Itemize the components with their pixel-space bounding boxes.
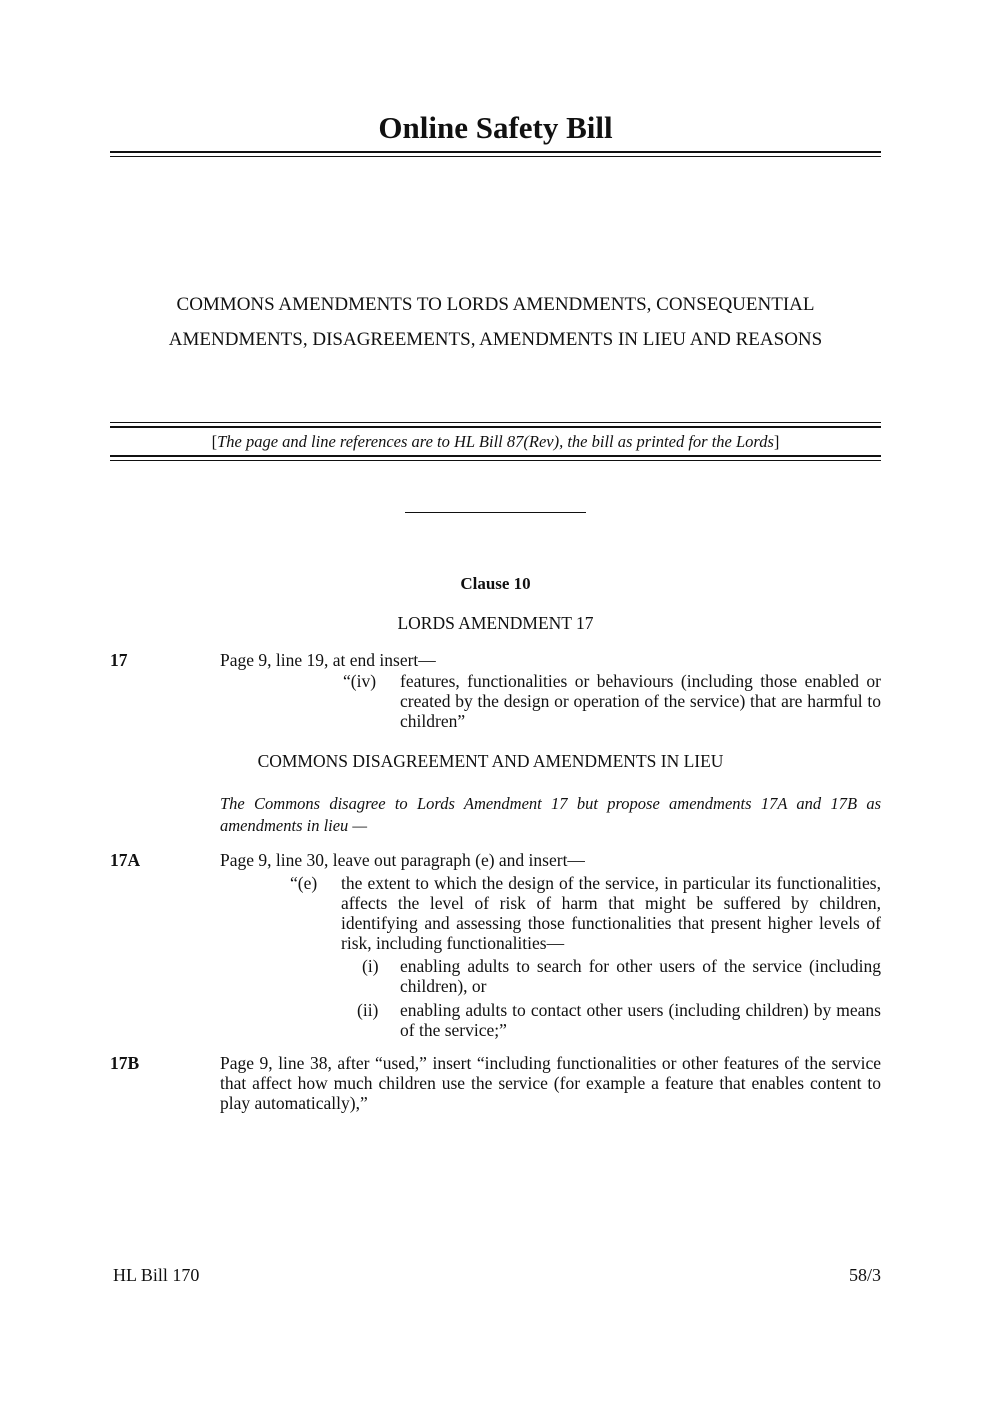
title-rule-top: [110, 151, 881, 153]
amendment-17-label: “(iv): [343, 671, 377, 691]
footer-bill-number: HL Bill 170: [113, 1265, 200, 1285]
amendment-17a-label: “(e): [290, 873, 318, 893]
amendment-17a-text: the extent to which the design of the service, in particular its functionalities, affects the level of risk of harm that might be suffered by children, identifying and assessing those functionalities that present higher levels of risk, including functionalities—: [341, 873, 881, 953]
subitem-label-i: (i): [362, 956, 379, 976]
amendment-number-17: 17: [110, 650, 128, 670]
amendment-number-17b: 17B: [110, 1053, 140, 1073]
note-rule-top-2: [110, 426, 881, 428]
subitem-text-i: enabling adults to search for other users of the service (including children), or: [400, 956, 881, 996]
subtitle-line-2: AMENDMENTS, DISAGREEMENTS, AMENDMENTS IN LIEU AND REASONS: [168, 329, 823, 350]
footer-page-ref: 58/3: [848, 1265, 881, 1285]
note-rule-bottom-1: [110, 455, 881, 457]
lords-amendment-heading: LORDS AMENDMENT 17: [397, 613, 594, 633]
subitem-label-ii: (ii): [357, 1000, 379, 1020]
note-rule-top-1: [110, 422, 881, 423]
amendment-17-instruction: Page 9, line 19, at end insert—: [220, 650, 436, 670]
amendment-17b-text: Page 9, line 38, after “used,” insert “including functionalities or other features of the service that affect how much children use the service (for example a feature that enables content to play automatically),”: [220, 1053, 881, 1113]
subitem-text-ii: enabling adults to contact other users (including children) by means of the service;”: [400, 1000, 881, 1040]
note-rule-bottom-2: [110, 460, 881, 461]
reference-note: [The page and line references are to HL Bill 87(Rev), the bill as printed for the Lords]: [211, 432, 780, 451]
amendment-17-text: features, functionalities or behaviours (including those enabled or created by the design or operation of the service) that are harmful to children”: [400, 671, 881, 731]
amendment-number-17a: 17A: [110, 850, 141, 870]
commons-note: The Commons disagree to Lords Amendment 17 but propose amendments 17A and 17B as amendments in lieu —: [220, 794, 881, 835]
commons-heading: COMMONS DISAGREEMENT AND AMENDMENTS IN LIEU: [257, 751, 724, 771]
subtitle-line-1: COMMONS AMENDMENTS TO LORDS AMENDMENTS, CONSEQUENTIAL: [176, 294, 815, 315]
section-divider: [405, 512, 586, 513]
title-rule-bottom: [110, 156, 881, 157]
document-title: Online Safety Bill: [378, 110, 613, 145]
amendment-17a-instruction: Page 9, line 30, leave out paragraph (e) and insert—: [220, 850, 585, 870]
clause-heading: Clause 10: [460, 574, 531, 593]
